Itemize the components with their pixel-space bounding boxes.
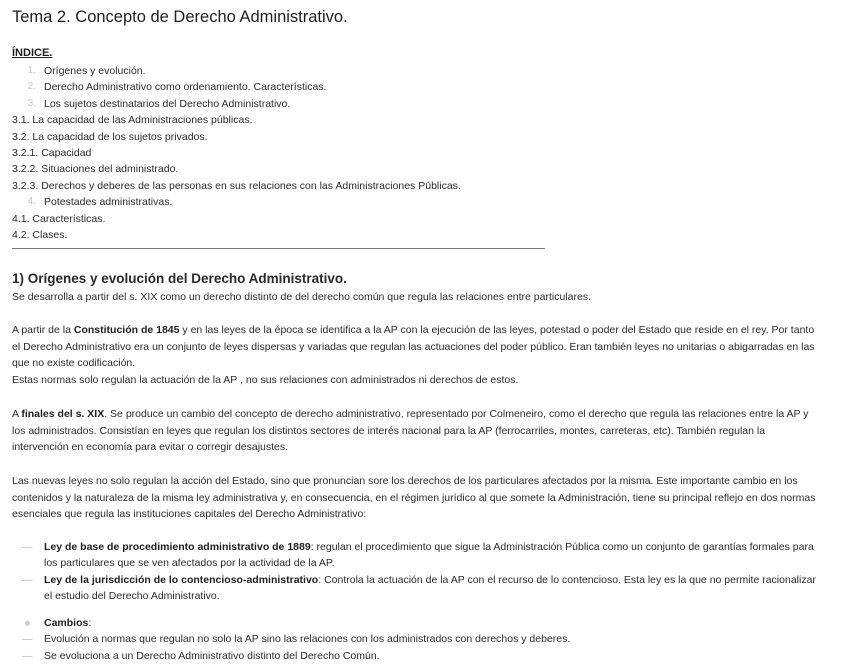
toc-item — [0, 161, 848, 177]
paragraph-text: A — [12, 408, 22, 420]
paragraph-intro: Se desarrolla a partir del s. XIX como un derecho distinto de del derecho común que regula las relaciones entre particulares. — [12, 291, 591, 303]
toc-item-text: 3.2. La capacidad de los sujetos privados. — [12, 130, 208, 143]
changes-label: Cambios — [44, 617, 89, 629]
list-item — [0, 615, 848, 631]
toc-item — [0, 79, 848, 95]
toc-item-text: 4.2. Clases. — [12, 228, 68, 241]
list-item — [0, 572, 848, 605]
law-name: Ley de base de procedimiento administrativo de 1889 — [44, 541, 311, 553]
toc-item-text: Los sujetos destinatarios del Derecho Administrativo. — [44, 97, 291, 110]
law-name: Ley de la jurisdicción de lo contencioso-administrativo — [44, 573, 319, 586]
dash-bullet: — — [22, 541, 33, 553]
section-heading: 1) Orígenes y evolución del Derecho Administrativo. — [12, 271, 347, 286]
toc-item-text: Derecho Administrativo como ordenamiento. Características. — [44, 81, 327, 94]
toc-item — [0, 194, 848, 210]
toc-item — [0, 145, 848, 161]
list-item — [0, 631, 848, 647]
toc-item-text: 3.1. La capacidad de las Administraciones públicas. — [12, 114, 253, 127]
paragraph-text: . Se produce un cambio del concepto de derecho administrativo, representado por Colmeneiro, como el derecho que regula las relaciones entre la AP y los administrados. Consistían en leyes que regulan los distintos sectores de interés nacional para la AP (ferrocarriles, montes, carreteras, etc). También regulan la intervención en economía para evitar o corregir desajustes. — [12, 408, 809, 454]
index-heading: ÍNDICE. — [12, 47, 53, 59]
toc-item-number: 4. — [27, 196, 36, 208]
paragraph-text: Estas normas solo regulan la actuación de la AP , no sus relaciones con administrados ni derechos de estos. — [12, 374, 519, 387]
toc-item-number: 2. — [27, 81, 36, 93]
toc-item-text: 4.1. Características. — [12, 212, 106, 225]
toc-item — [0, 211, 848, 227]
toc-item — [0, 63, 848, 79]
changes-colon: : — [88, 617, 92, 629]
bullet-dot — [25, 621, 30, 626]
law-description: : Controla la actuación de la AP con el recurso de lo contencioso. Esta ley es la que no permite racionalizar el estudio del Derecho Administrativo. — [44, 573, 816, 603]
toc-item — [0, 178, 848, 194]
dash-bullet: — — [22, 573, 33, 586]
paragraph-late-19th-century — [12, 406, 822, 456]
paragraph-new-laws: Las nuevas leyes no solo regulan la acción del Estado, sino que pronuncian sore los derechos de los particulares afectados por la misma. Este importante cambio en los contenidos y la naturaleza de la misma ley administrativa y, en consecuencia, en el régimen jurídico al que somete la Administración, tiene su principal reflejo en dos normas esenciales que regula las instituciones capitales del Derecho Administrativo: — [12, 475, 816, 521]
paragraph-text: A partir de la — [12, 324, 74, 336]
table-of-contents — [0, 63, 848, 243]
toc-item-number: 3. — [27, 97, 36, 109]
toc-item — [0, 227, 848, 243]
paragraph-text: y en las leyes de la época se identifica a la AP con la ejecución de las leyes, potestad o poder del Estado que reside en el rey. Por tanto el Derecho Administrativo era un conjunto de leyes dispersas y variadas que regulan las actuaciones del poder público. Eran también leyes no unitarias o abigarradas en las que no existe codificación. — [12, 324, 815, 370]
toc-item — [0, 129, 848, 145]
toc-item-text: Potestades administrativas. — [44, 196, 173, 209]
dash-bullet: — — [22, 649, 33, 662]
toc-item-number: 1. — [27, 65, 36, 76]
change-text: Evolución a normas que regulan no solo la AP sino las relaciones con los administrados con derechos y deberes. — [44, 633, 571, 646]
document-title: Tema 2. Concepto de Derecho Administrativo. — [12, 8, 348, 26]
dash-bullet: — — [22, 633, 33, 646]
toc-item-text: 3.2.3. Derechos y deberes de las personas en sus relaciones con las Administraciones Públicas. — [12, 179, 461, 192]
toc-item — [0, 112, 848, 128]
toc-item-text: Orígenes y evolución. — [44, 65, 146, 77]
list-item — [0, 539, 848, 572]
toc-item-text: 3.2.2. Situaciones del administrado. — [12, 163, 179, 176]
toc-item — [0, 96, 848, 112]
bold-term: finales del s. XIX — [21, 408, 105, 420]
list-item — [0, 648, 848, 664]
paragraph-constitution — [12, 322, 822, 389]
toc-item-text: 3.2.1. Capacidad — [12, 146, 92, 159]
change-text: Se evoluciona a un Derecho Administrativo distinto del Derecho Común. — [44, 649, 380, 662]
horizontal-rule — [12, 248, 545, 249]
changes-list — [0, 615, 848, 664]
law-description: : regulan el procedimiento que sigue la Administración Pública como un conjunto de garantías formales para los particulares que se ven afectados por la actividad de la AP. — [44, 541, 814, 570]
bold-term: Constitución de 1845 — [73, 324, 180, 336]
laws-list — [0, 539, 848, 605]
